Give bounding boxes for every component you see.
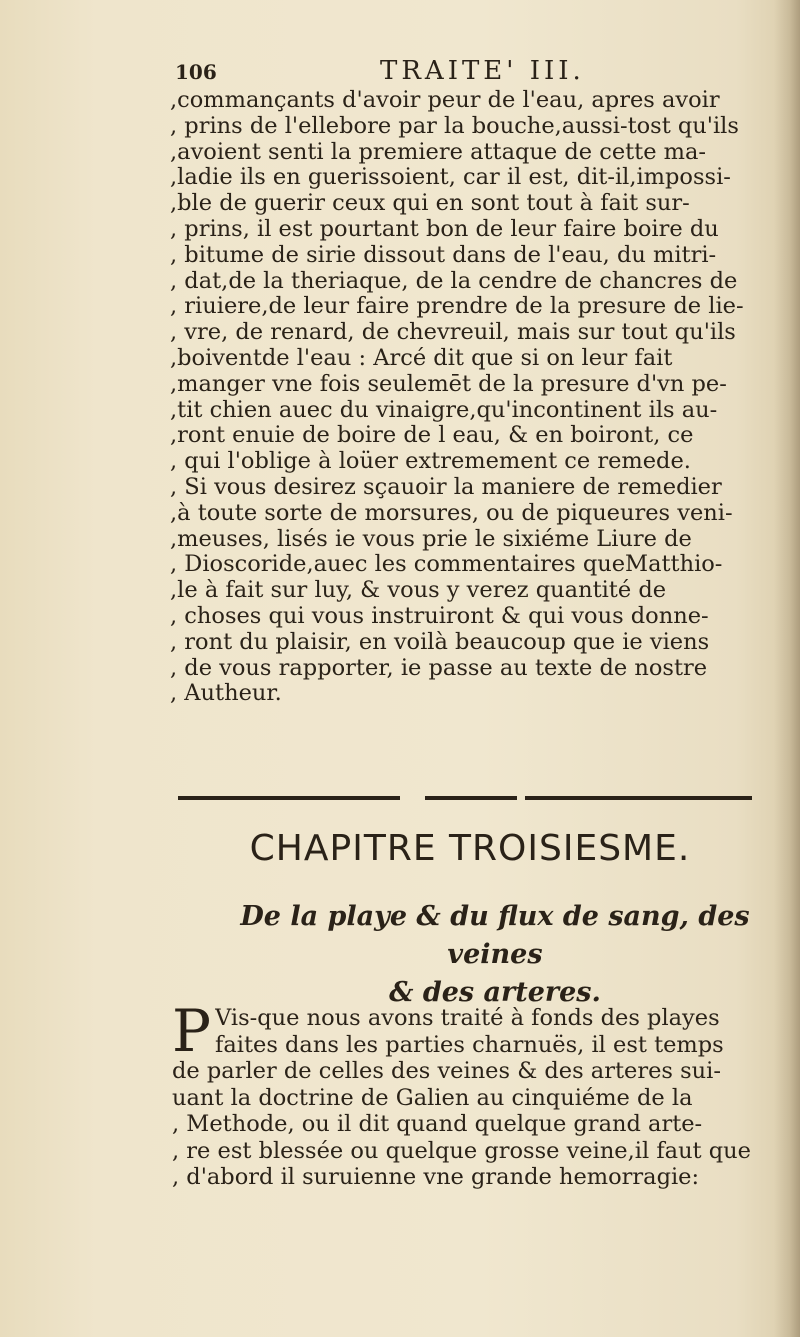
body-line: , re est blessée ou quelque grosse veine,il faut que (172, 1137, 751, 1164)
page-number: 106 (175, 60, 217, 84)
quote-line: ,avoient senti la premiere attaque de cette ma- (170, 139, 707, 165)
body-line: , Methode, ou il dit quand quelque grand arte- (172, 1111, 703, 1137)
body-line: faites dans les parties charnuës, il est temps (215, 1031, 724, 1058)
running-title: TRAITE' III. (380, 56, 585, 86)
divider-rule (525, 796, 752, 800)
subtitle-line: De la playe & du flux de sang, des veines (240, 901, 750, 970)
quote-line: ,ladie ils en guerissoient, car il est, dit-il,impossi- (170, 165, 731, 191)
quote-line: , Autheur. (170, 681, 282, 707)
quote-line: , prins, il est pourtant bon de leur faire boire du (170, 216, 719, 242)
quote-line: , prins de l'ellebore par la bouche,aussi-tost qu'ils (170, 113, 739, 139)
chapter-body (172, 997, 762, 1191)
body-line: de parler de celles des veines & des arteres sui- (172, 1058, 721, 1084)
chapter-subtitle (200, 898, 790, 1012)
quote-line: ,boiventde l'eau : Arcé dit que si on leur fait (170, 345, 673, 371)
quote-line: , choses qui vous instruiront & qui vous donne- (170, 603, 709, 629)
quote-line: ,ront enuie de boire de l eau, & en boiront, ce (170, 423, 694, 449)
drop-cap: P (172, 997, 212, 1065)
subtitle-line: & des arteres. (389, 977, 601, 1008)
body-line: uant la doctrine de Galien au cinquiéme de la (172, 1084, 693, 1111)
quote-line: , de vous rapporter, ie passe au texte de nostre (170, 655, 708, 681)
quote-line: , ront du plaisir, en voilà beaucoup que ie viens (170, 629, 710, 655)
quote-line: ,ble de guerir ceux qui en sont tout à fait sur- (170, 191, 690, 217)
page-edge-shadow (774, 0, 800, 1337)
quote-line: ,commançants d'avoir peur de l'eau, apres avoir (170, 88, 720, 113)
quote-line: , riuiere,de leur faire prendre de la presure de lie- (170, 294, 744, 320)
quoted-passage (170, 88, 762, 707)
quote-line: , dat,de la theriaque, de la cendre de chancres de (170, 268, 738, 294)
quote-line: , bitume de sirie dissout dans de l'eau, du mitri- (170, 242, 717, 268)
quote-line: , vre, de renard, de chevreuil, mais sur tout qu'ils (170, 320, 736, 346)
divider-rule (425, 796, 517, 800)
chapter-heading: CHAPITRE TROISIESME. (249, 828, 691, 869)
quote-line: ,manger vne fois seulemēt de la presure d'vn pe- (170, 371, 727, 397)
quote-line: ,le à fait sur luy, & vous y verez quantité de (170, 578, 667, 604)
body-line: , d'abord il suruienne vne grande hemorragie: (172, 1164, 700, 1190)
divider-rule (178, 796, 400, 800)
body-line: Vis-que nous avons traité à fonds des playes (215, 1005, 720, 1031)
page-header (175, 56, 735, 92)
quote-line: , Si vous desirez sçauoir la maniere de remedier (170, 474, 722, 500)
quote-line: , qui l'oblige à loüer extremement ce remede. (170, 449, 691, 475)
quote-line: ,tit chien auec du vinaigre,qu'incontinent ils au- (170, 397, 718, 423)
quote-line: ,à toute sorte de morsures, ou de piqueures veni- (170, 500, 733, 526)
quote-line: , Dioscoride,auec les commentaires queMatthio- (170, 552, 723, 578)
quote-line: ,meuses, lisés ie vous prie le sixiéme Liure de (170, 526, 692, 552)
